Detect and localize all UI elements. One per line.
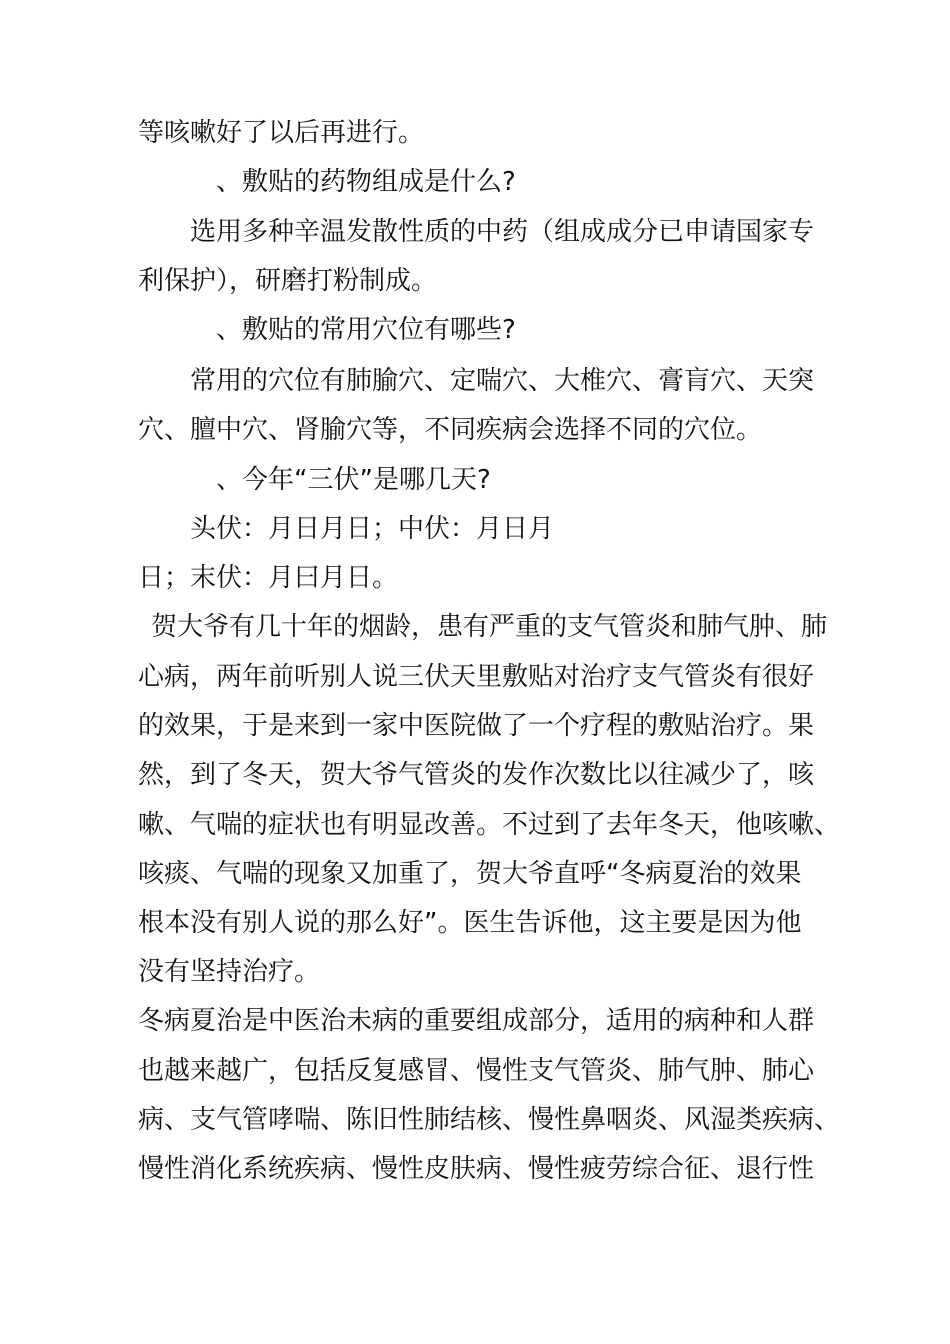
text-line: 冬病夏治是中医治未病的重要组成部分，适用的病种和人群 <box>138 1006 815 1036</box>
text-line: 的效果，于是来到一家中医院做了一个疗程的敷贴治疗。果 <box>138 711 815 741</box>
text-line: 嗽、气喘的症状也有明显改善。不过到了去年冬天，他咳嗽、 <box>138 810 841 840</box>
text-line: 头伏：月日月日；中伏：月日月 <box>190 514 555 544</box>
text-line: 咳痰、气喘的现象又加重了，贺大爷直呼“冬病夏治的效果 <box>138 859 802 889</box>
text-line: 心病，两年前听别人说三伏天里敷贴对治疗支气管炎有很好 <box>138 662 815 692</box>
question-heading: 、今年“三伏”是哪几天? <box>216 465 491 495</box>
text-line: 然，到了冬天，贺大爷气管炎的发作次数比以往减少了，咳 <box>138 760 815 790</box>
text-line: 根本没有别人说的那么好”。医生告诉他，这主要是因为他 <box>138 908 802 938</box>
question-heading: 、敷贴的药物组成是什么? <box>216 167 516 197</box>
text-line: 等咳嗽好了以后再进行。 <box>138 118 425 148</box>
text-line: 贺大爷有几十年的烟龄，患有严重的支气管炎和肺气肿、肺 <box>151 612 828 642</box>
text-line: 穴、膻中穴、肾腧穴等，不同疾病会选择不同的穴位。 <box>138 415 763 445</box>
question-heading: 、敷贴的常用穴位有哪些? <box>216 315 516 345</box>
text-line: 常用的穴位有肺腧穴、定喘穴、大椎穴、膏肓穴、天突 <box>190 366 815 396</box>
text-line: 慢性消化系统疾病、慢性皮肤病、慢性疲劳综合征、退行性 <box>138 1154 815 1184</box>
text-line: 也越来越广，包括反复感冒、慢性支气管炎、肺气肿、肺心 <box>138 1056 815 1086</box>
text-line: 病、支气管哮喘、陈旧性肺结核、慢性鼻咽炎、风湿类疾病、 <box>138 1105 841 1135</box>
text-line: 利保护），研磨打粉制成。 <box>138 266 438 296</box>
text-line: 没有坚持治疗。 <box>138 957 321 987</box>
text-line: 日；末伏：月曰月日。 <box>138 563 399 593</box>
text-line: 选用多种辛温发散性质的中药（组成成分已申请国家专 <box>190 217 815 247</box>
